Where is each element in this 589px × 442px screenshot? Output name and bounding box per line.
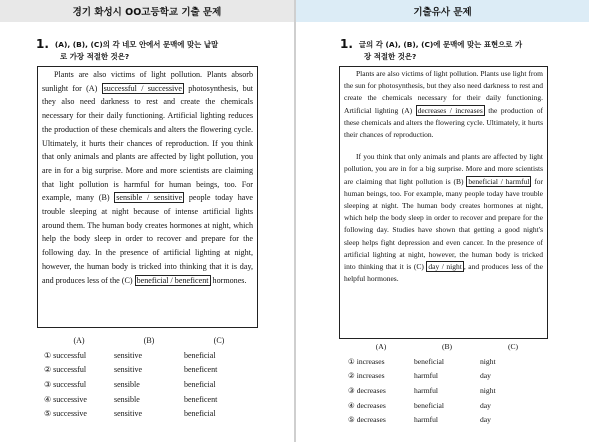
left-passage-text: people today have trouble sleeping at night because of intense artificial lights around them. The human body creates hormones at night, which help the body sleep in order to recover and prepare for the following day. In the presence of artificial lighting at night, however, the human body is tricked into thinking that it is day, and produces less of the (C) [42,193,254,285]
option-a: decreases [356,385,386,395]
option-b: harmful [414,371,439,381]
right-passage-text: the production of these chemicals and alters the flowering cycle. Ultimately, it hurts their chances of reproduction. [344,105,543,140]
option-a: successful [53,379,87,389]
option-number: ① [44,350,52,360]
left-answer-table [44,333,254,421]
answer-option-row[interactable] [348,383,546,398]
option-b: beneficial [414,356,444,366]
option-a: successful [53,350,87,360]
left-panel-header: 경기 화성시 OO고등학교 기출 문제 [0,0,294,22]
answer-header-b: (B) [441,341,453,351]
right-passage-text: If you think that only animals and plants are affected by light pollution, you are in for a big surprise. More and more scientists are claiming that light pollution is (B) [344,152,543,186]
left-passage-text: Plants are also victims of light pollution. Plants absorb sunlight for (A) [42,70,253,93]
option-number: ③ [44,379,52,389]
option-a: successive [53,394,87,404]
option-a: successful [53,365,87,375]
answer-option-row[interactable] [44,362,254,377]
answer-header-a: (A) [73,335,85,345]
option-c: night [480,385,496,395]
option-c: beneficent [184,365,218,375]
answer-option-row[interactable] [44,348,254,363]
option-c: day [480,415,491,425]
left-passage-text: photosynthesis, but they also need darkness to rest and create the chemicals necessary for their daily functioning. Artificial lighting reduces the production of these chemicals and alters the flowering cycle. Ultimately, it hurts their chances of reproduction. If you think that only animals and plants are affected by light pollution, you are in for a big surprise. More and more scientists are claiming that light pollution is harmful for human beings, too. For example, many (B) [42,83,254,203]
option-a: decreases [356,400,386,410]
column-divider [294,0,296,442]
right-question [340,37,580,63]
option-number: ⑤ [44,409,52,419]
left-passage [42,68,253,287]
option-b: sensitive [114,365,142,375]
answer-header-c: (C) [213,335,225,345]
right-passage-paragraph-2 [344,151,543,285]
option-number: ① [348,356,355,366]
option-number: ④ [348,400,355,410]
option-number: ② [44,365,52,375]
option-b: harmful [414,385,439,395]
right-question-line2: 장 적절한 것은? [364,52,417,61]
option-c: beneficial [184,350,216,360]
right-panel-header: 기출유사 문제 [296,0,589,22]
answer-option-row[interactable] [348,368,546,383]
option-c: beneficial [184,379,216,389]
left-passage-text: hormones. [210,275,247,285]
right-passage-box [339,66,548,339]
right-choice-a-box: decreases / increases [417,105,483,115]
left-question-number: 1. [36,37,49,51]
answer-option-row[interactable] [44,392,254,407]
left-choice-c-box: beneficial / beneficent [136,275,209,285]
left-question-line1: (A), (B), (C)의 각 네모 안에서 문맥에 맞는 낱말 [54,40,219,49]
option-number: ② [348,371,355,381]
option-c: beneficial [184,409,216,419]
left-question-line2: 로 가장 적절한 것은? [60,52,130,61]
right-passage-text: for human beings, too. For example, many people today have trouble sleeping at night. The human body creates hormones at night, which help the body sleep in order to recover and prepare for the following day. Studies have shown that getting a good night's sleep helps fight depression and even cancer. In the presence of artificial lighting at night, however, the human body is tricked into thinking that it is (C) [344,176,544,272]
right-passage-text: , and produces less of the helpful hormones. [344,262,543,284]
option-a: increases [356,356,385,366]
right-passage-text: Plants are also victims of light pollution. Plants use light from the sun for photosynthesis, but they also need darkness to rest and create the chemicals necessary for their daily functioning. Artificial lighting (A) [344,69,543,115]
left-question [36,37,286,63]
option-a: decreases [356,415,386,425]
right-passage-paragraph-1 [344,68,543,141]
option-a: increases [356,371,385,381]
answer-option-row[interactable] [44,377,254,392]
option-c: night [480,356,496,366]
answer-option-row[interactable] [348,398,546,413]
right-question-line1: 글의 각 (A), (B), (C)에 문맥에 맞는 표현으로 가 [358,40,523,49]
answer-header-a: (A) [375,341,387,351]
option-number: ④ [44,394,52,404]
left-choice-a-box: successful / successive [103,83,182,93]
option-b: harmful [414,415,439,425]
option-b: sensible [114,394,140,404]
option-c: day [480,371,491,381]
option-c: beneficent [184,394,218,404]
left-passage-box [37,66,258,328]
answer-option-row[interactable] [348,412,546,427]
left-choice-b-box: sensible / sensitive [116,193,183,203]
option-b: sensible [114,379,140,389]
answer-option-row[interactable] [348,354,546,369]
option-a: successive [53,409,87,419]
option-number: ⑤ [348,415,355,425]
answer-header-row [44,333,254,348]
answer-header-row [348,339,546,354]
right-answer-table [348,339,546,427]
right-question-number: 1. [340,37,353,51]
option-b: beneficial [414,400,444,410]
answer-option-row[interactable] [44,406,254,421]
right-choice-b-box: beneficial / harmful [468,176,530,186]
option-number: ③ [348,385,355,395]
answer-header-b: (B) [143,335,155,345]
right-choice-c-box: day / night [428,262,462,272]
answer-header-c: (C) [507,341,519,351]
option-c: day [480,400,491,410]
option-b: sensitive [114,350,142,360]
option-b: sensitive [114,409,142,419]
